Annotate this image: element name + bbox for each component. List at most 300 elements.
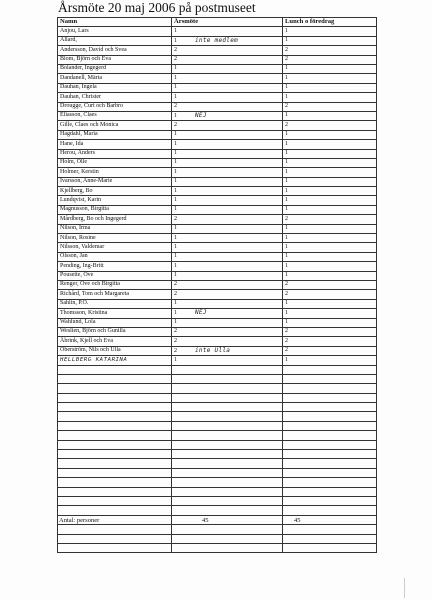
attendee-name [58, 27, 172, 36]
empty-cell [58, 421, 172, 430]
arsmote-count [172, 168, 283, 177]
arsmote-count [172, 356, 283, 365]
attendee-name [58, 215, 172, 224]
attendee-name-text: Pending, Ing-Britt [60, 262, 104, 269]
empty-cell [172, 515, 283, 524]
lunch-count: 2 [283, 290, 377, 299]
table-row [58, 121, 377, 130]
arsmote-count-text: 1 [174, 65, 177, 72]
empty-cell [58, 543, 172, 552]
arsmote-count-text: 1 [174, 253, 177, 260]
arsmote-count [172, 177, 283, 186]
arsmote-count [172, 74, 283, 83]
attendee-name-text: Bolander, Ingegerd [60, 65, 107, 72]
attendee-name [58, 299, 172, 308]
empty-cell [172, 450, 283, 459]
empty-row [58, 459, 377, 468]
empty-cell [283, 534, 377, 543]
empty-cell [58, 450, 172, 459]
empty-row [58, 525, 377, 534]
arsmote-count-text: 1 [174, 84, 177, 91]
attendee-name [58, 234, 172, 243]
table-row [58, 356, 377, 365]
empty-cell [58, 496, 172, 505]
table-row [58, 93, 377, 102]
attendee-name-text: Ivarsson, Anne-Marie [60, 178, 113, 185]
arsmote-count-text: 1 [174, 159, 177, 166]
attendee-name [58, 74, 172, 83]
lunch-count: 1 [283, 205, 377, 214]
empty-cell [283, 403, 377, 412]
table-row [58, 271, 377, 280]
empty-cell [283, 365, 377, 374]
empty-cell [172, 506, 283, 515]
table-row [58, 299, 377, 308]
lunch-count: 1 [283, 356, 377, 365]
empty-row [58, 496, 377, 505]
empty-row [58, 421, 377, 430]
lunch-count: 1 [283, 271, 377, 280]
attendee-name [58, 149, 172, 158]
table-row [58, 262, 377, 271]
arsmote-count-text: 1 [174, 356, 177, 363]
attendee-name-text: Herou, Anders [60, 149, 95, 156]
attendee-name [58, 224, 172, 233]
lunch-count: 1 [283, 149, 377, 158]
empty-cell [283, 440, 377, 449]
attendee-name [58, 64, 172, 73]
arsmote-count [172, 111, 283, 120]
attendee-name-text: Allard, [60, 37, 77, 44]
arsmote-count-text: 1 [174, 74, 177, 81]
lunch-count: 2 [283, 46, 377, 55]
handwritten-note: inte Ulla [195, 346, 231, 354]
arsmote-count-text: 1 [174, 178, 177, 185]
empty-cell [283, 412, 377, 421]
handwritten-note: NEJ [195, 309, 207, 317]
arsmote-count-text: 1 [174, 225, 177, 232]
table-row [58, 74, 377, 83]
lunch-count: 1 [283, 158, 377, 167]
attendee-name [58, 346, 172, 355]
attendee-name [58, 290, 172, 299]
attendee-name [58, 252, 172, 261]
attendee-name [58, 130, 172, 139]
empty-cell [172, 459, 283, 468]
lunch-count: 1 [283, 299, 377, 308]
lunch-count: 1 [283, 93, 377, 102]
arsmote-count [172, 243, 283, 252]
table-row [58, 224, 377, 233]
arsmote-count-text: 1 [174, 262, 177, 269]
lunch-count: 1 [283, 243, 377, 252]
arsmote-count-text: 2 [174, 215, 177, 222]
table-row [58, 252, 377, 261]
empty-cell [172, 525, 283, 534]
arsmote-count-text: 1 [174, 168, 177, 175]
empty-row [58, 412, 377, 421]
empty-cell [283, 506, 377, 515]
arsmote-count [172, 187, 283, 196]
arsmote-count-text: 1 [174, 27, 177, 34]
attendee-name-text: Öberström, Nils och Ulla [60, 347, 121, 354]
table-row [58, 243, 377, 252]
arsmote-count [172, 102, 283, 111]
empty-cell [58, 365, 172, 374]
arsmote-count [172, 337, 283, 346]
empty-cell [283, 421, 377, 430]
attendee-name [58, 46, 172, 55]
empty-cell [172, 478, 283, 487]
table-row [58, 215, 377, 224]
empty-cell [58, 393, 172, 402]
column-header-lunch: Lunch o föredrag [283, 18, 377, 27]
lunch-count: 1 [283, 130, 377, 139]
empty-row [58, 450, 377, 459]
lunch-count: 2 [283, 346, 377, 355]
arsmote-count [172, 271, 283, 280]
lunch-count: 1 [283, 252, 377, 261]
attendee-name [58, 168, 172, 177]
empty-row [58, 431, 377, 440]
attendee-name-text: Wahlund, Lola [60, 319, 96, 326]
attendee-name [58, 121, 172, 130]
empty-cell [172, 543, 283, 552]
attendee-name [58, 55, 172, 64]
lunch-count: 1 [283, 36, 377, 45]
arsmote-count [172, 205, 283, 214]
empty-cell [58, 506, 172, 515]
arsmote-count-text: 1 [174, 140, 177, 147]
arsmote-count [172, 27, 283, 36]
attendee-name [58, 356, 172, 365]
arsmote-count [172, 36, 283, 45]
footer-total-lunch: 45 [294, 517, 301, 524]
attendee-name-text: Gille, Claes och Monica [60, 121, 119, 128]
table-row [58, 36, 377, 45]
table-body [58, 27, 377, 553]
table-row [58, 27, 377, 36]
arsmote-count [172, 252, 283, 261]
lunch-count: 1 [283, 262, 377, 271]
attendee-name [58, 36, 172, 45]
page-title: Årsmöte 20 maj 2006 på postmuseet [58, 0, 256, 15]
empty-row [58, 393, 377, 402]
arsmote-count-text: 2 [174, 56, 177, 63]
handwritten-note: inte medlem [195, 36, 239, 44]
attendee-name-text: Anjou, Lars [60, 27, 89, 34]
empty-cell [283, 431, 377, 440]
attendee-name-text: Lundqvist, Karin [60, 196, 101, 203]
table-row [58, 290, 377, 299]
attendee-name [58, 309, 172, 318]
arsmote-count-text: 1 [174, 319, 177, 326]
table-row [58, 83, 377, 92]
table-row [58, 130, 377, 139]
arsmote-count-text: 1 [174, 300, 177, 307]
arsmote-count-text: 1 [174, 131, 177, 138]
empty-row [58, 478, 377, 487]
empty-row [58, 543, 377, 552]
empty-row [58, 506, 377, 515]
empty-cell [58, 384, 172, 393]
empty-cell [172, 440, 283, 449]
attendance-table [57, 17, 377, 553]
lunch-count: 1 [283, 318, 377, 327]
arsmote-count-text: 2 [174, 46, 177, 53]
empty-cell [172, 393, 283, 402]
empty-cell [283, 393, 377, 402]
lunch-count: 2 [283, 102, 377, 111]
arsmote-count [172, 130, 283, 139]
header-row [58, 18, 377, 27]
empty-cell [283, 496, 377, 505]
lunch-count: 1 [283, 140, 377, 149]
attendee-name-text: Dauhan, Ingela [60, 84, 97, 91]
empty-cell [58, 468, 172, 477]
empty-row [58, 440, 377, 449]
attendee-name [58, 83, 172, 92]
table-row [58, 140, 377, 149]
empty-cell [58, 412, 172, 421]
empty-cell [172, 412, 283, 421]
arsmote-count [172, 196, 283, 205]
table-row [58, 55, 377, 64]
handwritten-note: NEJ [195, 111, 207, 119]
table-row [58, 346, 377, 355]
arsmote-count [172, 262, 283, 271]
attendee-name-text: Nilsson, Valdemar [60, 243, 105, 250]
arsmote-count-text: 1 [174, 187, 177, 194]
table-row [58, 309, 377, 318]
attendee-name [58, 158, 172, 167]
empty-row [58, 487, 377, 496]
attendee-name [58, 337, 172, 346]
attendee-name [58, 93, 172, 102]
lunch-count: 1 [283, 234, 377, 243]
table-row [58, 280, 377, 289]
empty-cell [283, 487, 377, 496]
attendee-name-text: Kjellberg, Bo [60, 187, 93, 194]
attendee-name-text: Magnusson, Birgitta [60, 206, 109, 213]
arsmote-count-text: 2 [174, 281, 177, 288]
lunch-count: 1 [283, 111, 377, 120]
arsmote-count [172, 346, 283, 355]
arsmote-count [172, 309, 283, 318]
table-row [58, 111, 377, 120]
attendee-name [58, 196, 172, 205]
arsmote-count-text: 1 [174, 272, 177, 279]
attendee-name [58, 187, 172, 196]
attendee-name-text: Mårdberg, Bo och Ingegerd [60, 215, 127, 222]
arsmote-count-text: 1 [174, 206, 177, 213]
arsmote-count [172, 327, 283, 336]
arsmote-count-text: 1 [174, 234, 177, 241]
arsmote-count [172, 234, 283, 243]
table-row [58, 64, 377, 73]
lunch-count: 1 [283, 74, 377, 83]
attendee-name-text: Richård, Tom och Margareta [60, 290, 130, 297]
arsmote-count [172, 224, 283, 233]
footer-label: Antal: personer [59, 517, 100, 524]
table-row [58, 337, 377, 346]
arsmote-count [172, 140, 283, 149]
arsmote-count [172, 318, 283, 327]
empty-cell [283, 374, 377, 383]
arsmote-count [172, 64, 283, 73]
table-row [58, 196, 377, 205]
lunch-count: 1 [283, 168, 377, 177]
empty-cell [172, 431, 283, 440]
empty-row [58, 384, 377, 393]
lunch-count: 2 [283, 121, 377, 130]
column-header-arsmote: Årsmöte [172, 18, 283, 27]
empty-cell [172, 421, 283, 430]
arsmote-count-text: 1 [174, 149, 177, 156]
empty-cell [172, 534, 283, 543]
attendee-name-text: Andersson, David och Svea [60, 46, 127, 53]
empty-cell [172, 468, 283, 477]
table-row [58, 318, 377, 327]
arsmote-count [172, 215, 283, 224]
arsmote-count-text: 1 [174, 112, 177, 119]
lunch-count: 2 [283, 55, 377, 64]
empty-cell [58, 440, 172, 449]
empty-cell [58, 403, 172, 412]
empty-cell [172, 374, 283, 383]
table-row [58, 46, 377, 55]
empty-cell [283, 384, 377, 393]
attendee-name [58, 140, 172, 149]
lunch-count: 2 [283, 327, 377, 336]
attendee-name-text: Åbrink, Kjell och Eva [60, 337, 113, 344]
empty-cell [172, 403, 283, 412]
attendee-name-text: Pousette, Ove [60, 272, 94, 279]
table-row [58, 149, 377, 158]
lunch-count: 1 [283, 187, 377, 196]
attendee-name [58, 177, 172, 186]
lunch-count: 1 [283, 27, 377, 36]
attendee-name [58, 318, 172, 327]
attendee-name-text: Holm, Olle [60, 159, 87, 166]
empty-row [58, 515, 377, 524]
table-row [58, 234, 377, 243]
empty-cell [172, 384, 283, 393]
empty-cell [58, 431, 172, 440]
attendee-name [58, 271, 172, 280]
empty-cell [58, 525, 172, 534]
lunch-count: 1 [283, 196, 377, 205]
empty-row [58, 374, 377, 383]
arsmote-count-text: 1 [174, 243, 177, 250]
lunch-count: 1 [283, 64, 377, 73]
arsmote-count [172, 158, 283, 167]
arsmote-count [172, 299, 283, 308]
attendee-name-text: Eliasson, Claes [60, 112, 97, 119]
column-header-name: Namn [58, 18, 172, 27]
arsmote-count [172, 121, 283, 130]
empty-cell [283, 543, 377, 552]
table-row [58, 205, 377, 214]
attendee-name-text: HELLBERG KATARINA [60, 356, 128, 363]
empty-cell [58, 534, 172, 543]
lunch-count: 2 [283, 280, 377, 289]
attendee-name-text: Dauhan, Christer [60, 93, 101, 100]
attendee-name-text: Thomsson, Kristina [60, 309, 108, 316]
attendee-name [58, 262, 172, 271]
empty-row [58, 365, 377, 374]
attendee-name-text: Dandanell, Märta [60, 74, 102, 81]
attendee-name-text: Hane, Ida [60, 140, 84, 147]
attendee-name [58, 102, 172, 111]
attendee-name-text: Olsson, Jan [60, 253, 88, 260]
arsmote-count-text: 1 [174, 310, 177, 317]
attendee-name [58, 280, 172, 289]
arsmote-count [172, 55, 283, 64]
arsmote-count-text: 2 [174, 328, 177, 335]
empty-cell [58, 487, 172, 496]
empty-cell [283, 450, 377, 459]
arsmote-count [172, 280, 283, 289]
attendee-name [58, 111, 172, 120]
attendee-name-text: Nilson, Irma [60, 225, 91, 232]
empty-cell [172, 496, 283, 505]
table-row [58, 327, 377, 336]
scan-edge [404, 578, 405, 598]
arsmote-count-text: 2 [174, 121, 177, 128]
footer-total-arsmote: 45 [202, 517, 209, 524]
attendee-name [58, 243, 172, 252]
empty-cell [58, 459, 172, 468]
empty-cell [283, 459, 377, 468]
arsmote-count [172, 290, 283, 299]
empty-cell [58, 478, 172, 487]
table-row [58, 102, 377, 111]
attendee-name [58, 327, 172, 336]
empty-cell [172, 487, 283, 496]
table-row [58, 187, 377, 196]
arsmote-count-text: 1 [174, 37, 177, 44]
arsmote-count [172, 149, 283, 158]
table-row [58, 168, 377, 177]
arsmote-count [172, 93, 283, 102]
table-row [58, 177, 377, 186]
lunch-count: 2 [283, 215, 377, 224]
attendee-name-text: Renger, Ove och Birgitta [60, 281, 120, 288]
empty-cell [58, 374, 172, 383]
attendee-name-text: Hagdahl, Maria [60, 131, 98, 138]
lunch-count: 1 [283, 224, 377, 233]
attendee-name-text: Sahlin, P.O. [60, 300, 89, 307]
empty-row [58, 468, 377, 477]
empty-cell [283, 525, 377, 534]
arsmote-count-text: 2 [174, 347, 177, 354]
empty-cell [283, 478, 377, 487]
attendee-name-text: Nilson, Rosine [60, 234, 96, 241]
lunch-count: 2 [283, 337, 377, 346]
attendee-name-text: Blom, Björn och Eva [60, 56, 111, 63]
lunch-count: 1 [283, 177, 377, 186]
arsmote-count-text: 2 [174, 290, 177, 297]
lunch-count: 1 [283, 83, 377, 92]
arsmote-count-text: 1 [174, 93, 177, 100]
arsmote-count-text: 2 [174, 103, 177, 110]
arsmote-count-text: 1 [174, 196, 177, 203]
empty-row [58, 403, 377, 412]
arsmote-count [172, 46, 283, 55]
empty-cell [172, 365, 283, 374]
attendee-name [58, 205, 172, 214]
